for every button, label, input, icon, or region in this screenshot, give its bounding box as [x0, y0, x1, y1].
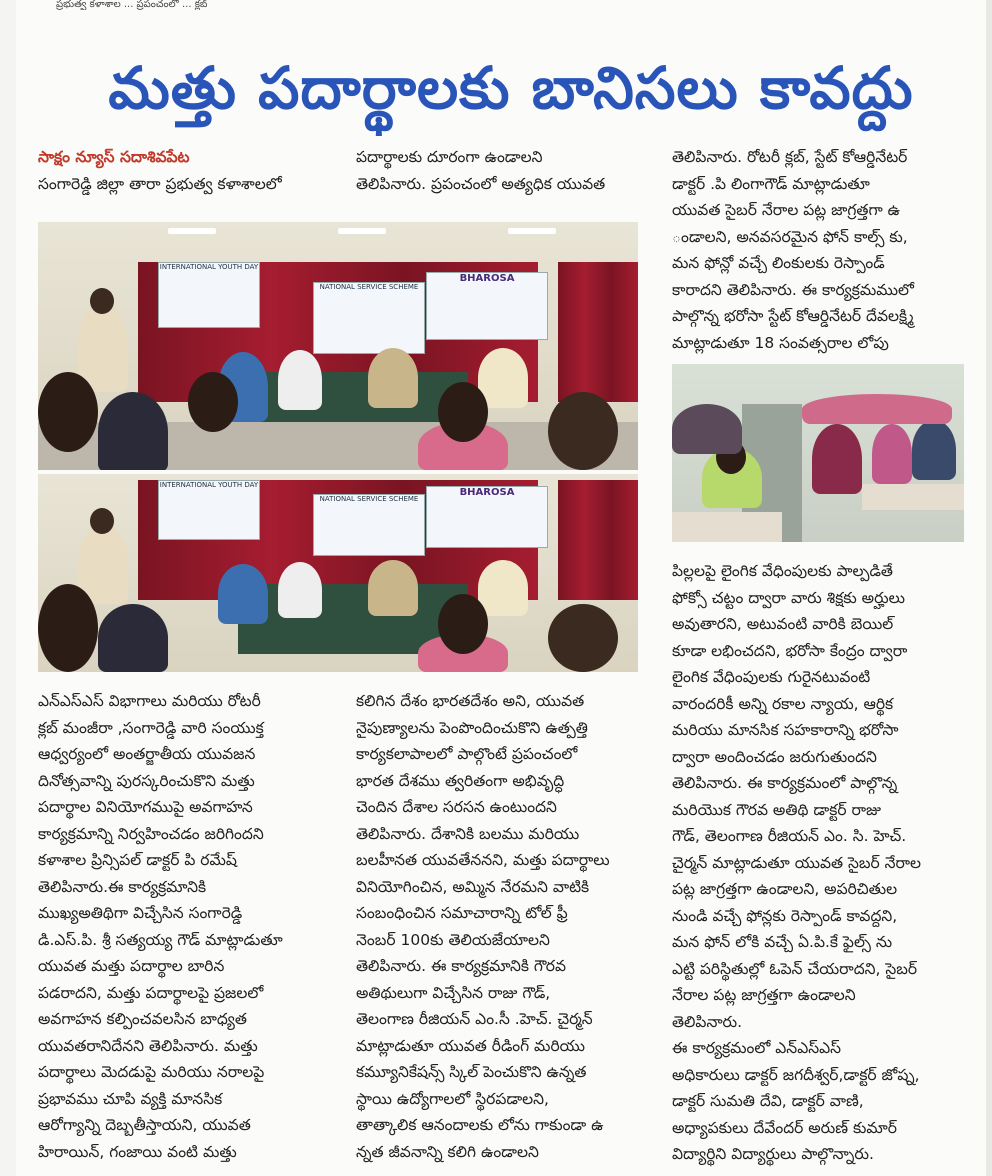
banner-youth-day: INTERNATIONAL YOUTH DAY [158, 262, 260, 328]
banner-bharosa-2: BHAROSA [426, 486, 548, 548]
newspaper-page [16, 0, 990, 1176]
headline: మత్తు పదార్థాలకు బానిసలు కావద్దు [108, 54, 914, 122]
cut-off-previous-text: ప్రభుత్వ కళాశాల ... ప్రపంచంలో ... క్లబ్ [56, 0, 208, 10]
column3-intro: తెలిపినారు. రోటరీ క్లబ్, స్టేట్ కోఆర్డినేటర్ డాక్టర్ .పి లింగాగౌడ్ మాట్లాడుతూ యువత సైబర్ నేరాల పట్ల జాగ్రత్తగా ఉ ండాలని, అనవసరమైన ఫోన్ కాల్స్ కు, మన ఫోన్లో వచ్చే లింకులకు రెస్పాండ్ కారాదని తెలిపినారు. ఈ కార్యక్రమములో పాల్గొన్న భరోసా స్టేట్ కోఆర్డినేటర్ దేవలక్ష్మి మాట్లాడుతూ 18 సంవత్సరాల లోపు [672, 148, 914, 352]
column2-body: కలిగిన దేశం భారతదేశం అని, యువత నైపుణ్యాలను పెంపొందించుకొని ఉత్పత్తి కార్యకలాపాలలో పాల్గొంటే ప్రపంచంలో భారత దేశము త్వరితంగా అభివృద్ధి చెందిన దేశాల సరసన ఉంటుందని తెలిపినారు. దేశానికి బలము మరియు బలహీనత యువతేననని, మత్తు పదార్థాలు వినియోగించిన, అమ్మిన నేరమని వాటికి సంబంధించిన సమాచారాన్ని టోల్ ఫ్రీ నెంబర్ 100కు తెలియజేయాలని తెలిపినారు. ఈ కార్యక్రమానికి గౌరవ అతిథులుగా విచ్చేసిన రాజు గౌడ్, తెలంగాణ రీజియన్ ఎం.సీ .హెచ్. చైర్మన్ మాట్లాడుతూ యువత రీడింగ్ మరియు కమ్యూనికేషన్స్ స్కిల్ పెంచుకొని ఉన్నత స్థాయి ఉద్యోగాలలో స్థిరపడాలని, తాత్కాలిక ఆనందాలకు లోను గాకుండా ఉ న్నత జీవనాన్ని కలిగి ఉండాలని [356, 692, 610, 1161]
event-photo-audience [672, 364, 964, 542]
event-photo-stage-2 [38, 474, 638, 672]
banner-youth-day-2: INTERNATIONAL YOUTH DAY [158, 480, 260, 540]
column2-intro: పదార్థాలకు దూరంగా ఉండాలని తెలిపినారు. ప్రపంచంలో అత్యధిక యువత [356, 148, 606, 193]
column1-body: ఎన్ఎస్ఎస్ విభాగాలు మరియు రోటరీ క్లబ్ మంజీరా ,సంగారెడ్డి వారి సంయుక్త ఆధ్వర్యంలో అంతర్జాతీయ యువజన దినోత్సవాన్ని పురస్కరించుకొని మత్తు పదార్థాల వినియోగముపై అవగాహన కార్యక్రమాన్ని నిర్వహించడం జరిగిందని కళాశాల ప్రిన్సిపల్ డాక్టర్ పి రమేష్ తెలిపినారు.ఈ కార్యక్రమానికి ముఖ్యఅతిథిగా విచ్చేసిన సంగారెడ్డి డి.ఎస్.పి. శ్రీ సత్యయ్య గౌడ్ మాట్లాడుతూ యువత మత్తు పదార్థాల బారిన పడరాదని, మత్తు పదార్థాలపై ప్రజలలో అవగాహన కల్పించవలసిన బాధ్యత యువతరానిదేనని తెలిపినారు. మత్తు పదార్థాలు మెదడుపై మరియు నరాలపై ప్రభావము చూపి వ్యక్తి మానసిక ఆరోగ్యాన్ని దెబ్బతీస్తాయని, యువత హిరాయిన్, గంజాయి వంటి మత్తు [38, 692, 283, 1161]
event-photo-stage-1 [38, 222, 638, 470]
column1-top [38, 144, 350, 197]
column3-body: పిల్లలపై లైంగిక వేధింపులకు పాల్పడితే ఫోక్సో చట్టం ద్వారా వారు శిక్షకు అర్హులు అవుతారని, అటువంటి వారికి బెయిల్ కూడా లభించదని, భరోసా కేంద్రం ద్వారా లైంగిక వేధింపులకు గురైనటువంటి వారందరికీ అన్ని రకాల న్యాయ, ఆర్థిక మరియు మానసిక సహకారాన్ని భరోసా ద్వారా అందించడం జరుగుతుందని తెలిపినారు. ఈ కార్యక్రమంలో పాల్గొన్న మరియొక గౌరవ అతిథి డాక్టర్ రాజు గౌడ్, తెలంగాణ రీజియన్ ఎం. సి. హెచ్. చైర్మన్ మాట్లాడుతూ యువత సైబర్ నేరాల పట్ల జాగ్రత్తగా ఉండాలని, అపరిచితుల నుండి వచ్చే ఫోన్లకు రెస్పాండ్ కావద్దని, మన ఫోన్ లోకి వచ్చే ఏ.పి.కే ఫైల్స్ ను ఎట్టి పరిస్థితుల్లో ఓపెన్ చేయరాదని, సైబర్ నేరాల పట్ల జాగ్రత్తగా ఉండాలని తెలిపినారు. ఈ కార్యక్రమంలో ఎన్ఎస్ఎస్ అధికారులు డాక్టర్ జగదీశ్వర్,డాక్టర్ జోష్న, డాక్టర్ సుమతి దేవి, డాక్టర్ వాణి, అధ్యాపకులు దేవేందర్ అరుణ్ కుమార్ విద్యార్థిని విద్యార్థులు పాల్గొన్నారు. [672, 562, 922, 1163]
banner-bharosa: BHAROSA [426, 272, 548, 340]
column1-intro: సంగారెడ్డి జిల్లా తారా ప్రభుత్వ కళాశాలలో [38, 174, 282, 193]
page-edge [986, 0, 992, 1176]
byline: సాక్షం న్యూస్ సదాశివపేట [38, 148, 190, 166]
banner-nss: NATIONAL SERVICE SCHEME [313, 282, 425, 354]
banner-nss-2: NATIONAL SERVICE SCHEME [313, 494, 425, 556]
